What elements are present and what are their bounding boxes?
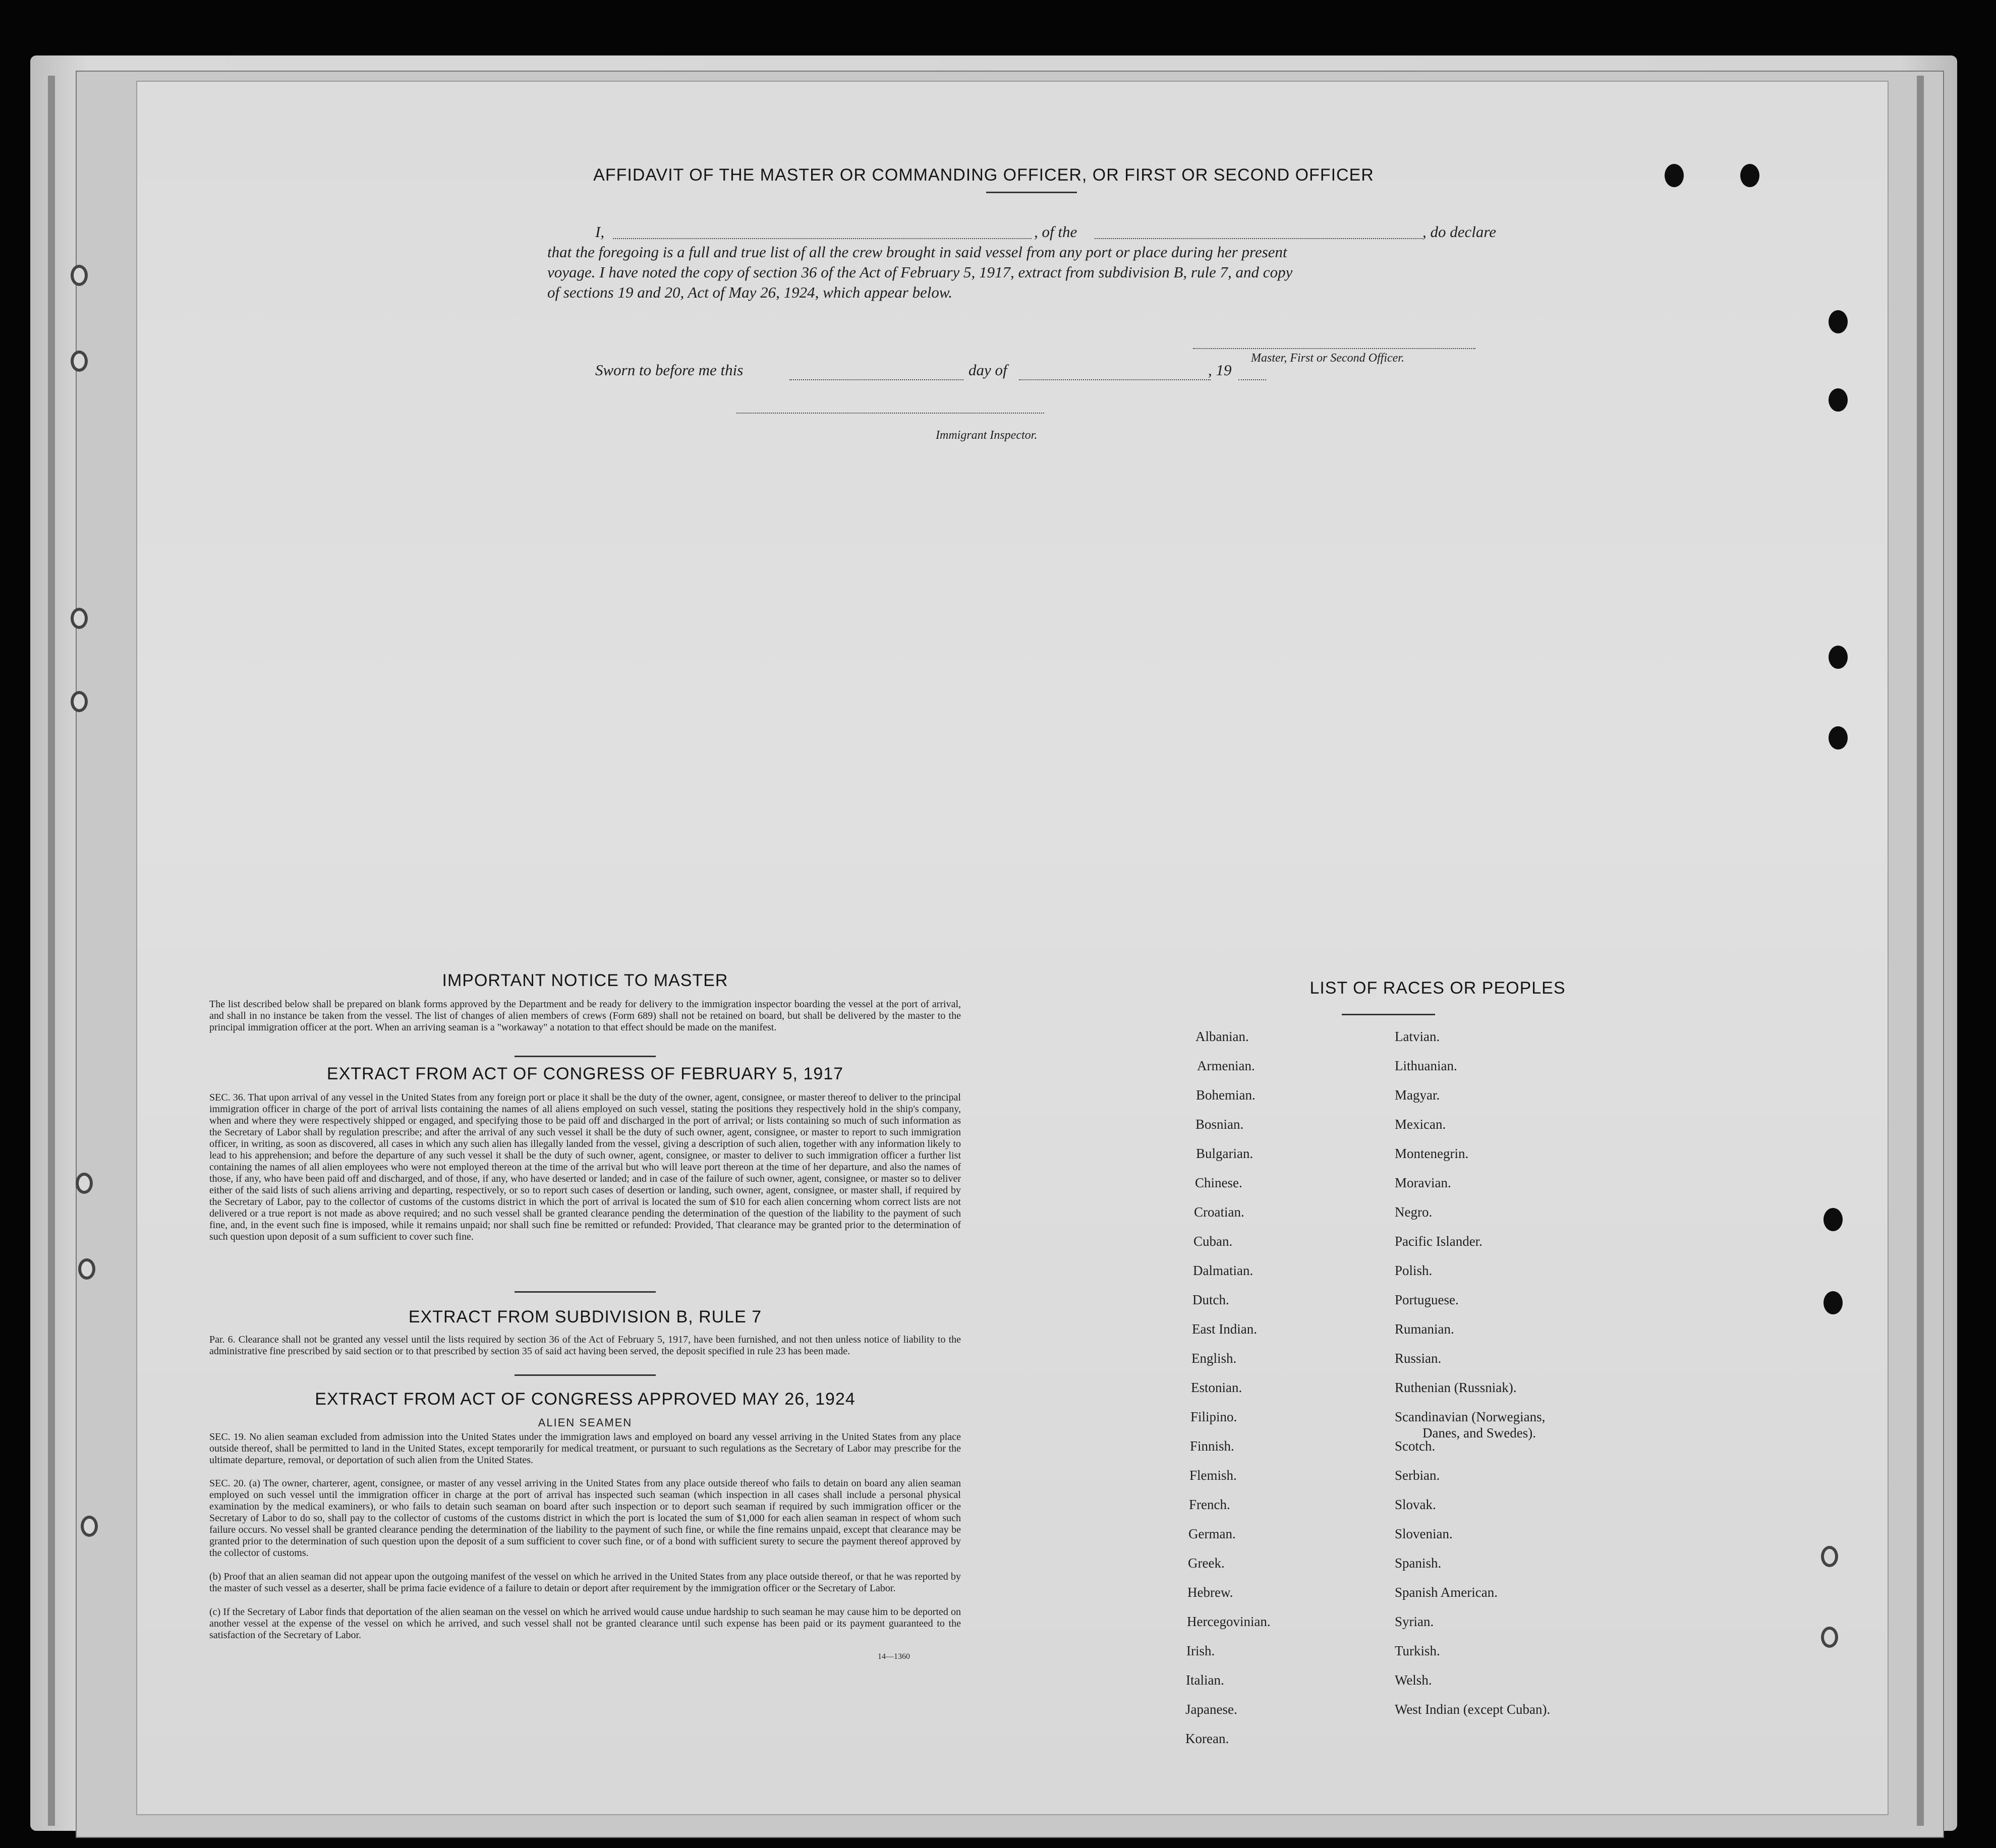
inspector-blank — [736, 413, 1044, 414]
extract-1924-title: EXTRACT FROM ACT OF CONGRESS APPROVED MAY 26, 1924 — [315, 1390, 856, 1409]
race-item: Portuguese. — [1395, 1292, 1459, 1307]
binder-hole — [78, 1258, 95, 1280]
binder-hole — [1823, 1291, 1843, 1314]
race-item: Welsh. — [1395, 1672, 1432, 1688]
race-item: Italian. — [1186, 1672, 1224, 1688]
races-title: LIST OF RACES OR PEOPLES — [1309, 978, 1566, 998]
race-item: Turkish. — [1395, 1643, 1440, 1658]
race-item: Mexican. — [1395, 1117, 1446, 1132]
divider — [515, 1056, 656, 1057]
declaration-text: voyage. I have noted the copy of section 36 of the Act of February 5, 1917, extract from subdivision B, rule 7, and copy — [547, 263, 1293, 281]
race-item: Bohemian. — [1196, 1087, 1256, 1103]
race-item: Chinese. — [1195, 1175, 1242, 1190]
race-item: Lithuanian. — [1395, 1058, 1457, 1073]
race-item: Armenian. — [1197, 1058, 1255, 1073]
declaration-i: I, — [595, 223, 605, 241]
divider — [986, 192, 1077, 193]
race-item: Korean. — [1185, 1731, 1229, 1746]
binder-hole — [81, 1516, 98, 1537]
sec20a-text: SEC. 20. (a) The owner, charterer, agent, consignee, or master of any vessel arriving in the United States from any place outside thereof who fails to detain on board any alien seaman employed on such vessel until the immigration officer in charge at the port of arrival has inspected such seaman (which inspection in all cases shall include a personal physical examination by the medical examiners), or who fails to detain such seaman on board after such inspection or to deport such seaman if required by such immigration officer or the Secretary of Labor to do so, shall pay to the collector of customs of the customs district in which the port is located the sum of $1,000 for each alien seaman in respect of whom such failure occurs. No vessel shall be granted clearance pending the determination of the liability to the payment of such fine, or while the fine remains unpaid, except that clearance may be granted prior to the determination of such question upon the deposit of a sum sufficient to cover such fine, or of a bond with sufficient surety to secure the payment thereof approved by the collector of customs. — [209, 1478, 961, 1558]
extract-rule7-text: Par. 6. Clearance shall not be granted any vessel until the lists required by section 36 of the Act of February 5, 1917, have been furnished, and not then unless notice of liability to the administrative fine prescribed by said section or to that prescribed by section 35 of said act having been served, the deposit specified in rule 23 has been made. — [209, 1334, 961, 1357]
race-item: Syrian. — [1395, 1614, 1434, 1629]
race-item: Flemish. — [1189, 1468, 1237, 1483]
binding-strip — [48, 76, 55, 1826]
race-item: Croatian. — [1194, 1204, 1244, 1220]
race-item: Hebrew. — [1187, 1585, 1233, 1600]
race-item: Albanian. — [1195, 1029, 1249, 1044]
race-item: Dutch. — [1192, 1292, 1229, 1307]
race-item: German. — [1188, 1526, 1236, 1541]
race-item: French. — [1189, 1497, 1230, 1512]
extract-1917-text: SEC. 36. That upon arrival of any vessel in the United States from any foreign port or place it shall be the duty of the owner, agent, consignee, or master thereof to deliver to the principal immigration officer in charge of the port of arrival lists containing the names of all aliens employed on such vessel, stating the positions they respectively hold in the ship's company, when and where they were respectively shipped or engaged, and specifying those to be paid off and discharged in the port of arrival; or lists containing so much of such information as the Secretary of Labor shall by regulation prescribe; and after the arrival of any such vessel it shall be the duty of such owner, agent, consignee, or master to report to such immigration officer, in writing, as soon as discovered, all cases in which any such alien has illegally landed from the vessel, giving a description of such alien, together with any information likely to lead to his apprehension; and before the departure of any such vessel it shall be the duty of such owner, agent, consignee, or master to deliver to such immigration officer a further list containing the names of all alien employees who were not employed thereon at the time of the arrival but who will leave port thereon at the time of her departure, and also the names of those, if any, who have been paid off and discharged, and of those, if any, who have deserted or landed; and in case of the failure of such owner, agent, consignee, or master so to deliver either of the said lists of such aliens arriving and departing, respectively, or so to report such cases of desertion or landing, such owner, agent, consignee, or master shall, if required by the Secretary of Labor, pay to the collector of customs of the customs district in which the port of arrival is located the sum of $10 for each alien concerning whom correct lists are not delivered or a true report is not made as above required; and no such vessel shall be granted clearance pending the determination of the question of the liability to the payment of such fine, and, in the event such fine is imposed, while it remains unpaid; nor shall such fine be remitted or refunded: Provided, That clearance may be granted prior to the determination of such question upon deposit of a sum sufficient to cover such fine. — [209, 1092, 961, 1242]
race-item: Finnish. — [1190, 1438, 1234, 1454]
race-item: Negro. — [1395, 1204, 1433, 1220]
month-blank — [1019, 379, 1211, 380]
binding-strip-right — [1917, 76, 1924, 1826]
divider — [515, 1291, 656, 1293]
sworn-label: Sworn to before me this — [595, 361, 744, 379]
sec20b-text: (b) Proof that an alien seaman did not appear upon the outgoing manifest of the vessel on which he arrived in the United States from any place outside thereof, or that he was reported by the master of such vessel as a deserter, shall be prima facie evidence of a failure to detain or deport after requirement by the immigration officer or the Secretary of Labor. — [209, 1571, 961, 1594]
race-item: Slovenian. — [1395, 1526, 1453, 1541]
race-item: Japanese. — [1185, 1702, 1237, 1717]
race-item: Latvian. — [1395, 1029, 1440, 1044]
binder-hole — [71, 351, 88, 372]
race-item: English. — [1191, 1351, 1237, 1366]
binder-hole — [1829, 646, 1848, 669]
day-blank — [789, 379, 963, 380]
race-item: Ruthenian (Russniak). — [1395, 1380, 1517, 1395]
divider — [515, 1374, 656, 1376]
race-item: Moravian. — [1395, 1175, 1451, 1190]
race-item: Pacific Islander. — [1395, 1234, 1482, 1249]
declaration-text: that the foregoing is a full and true list of all the crew brought in said vessel from any port or place during her present — [547, 243, 1287, 261]
race-item: Dalmatian. — [1193, 1263, 1253, 1278]
binder-hole — [1829, 388, 1848, 412]
race-item: Serbian. — [1395, 1468, 1440, 1483]
notice-title: IMPORTANT NOTICE TO MASTER — [442, 971, 728, 990]
alien-seamen-subtitle: ALIEN SEAMEN — [538, 1416, 633, 1429]
vessel-blank — [1095, 238, 1422, 239]
race-item: Spanish American. — [1395, 1585, 1498, 1600]
race-item: Bosnian. — [1195, 1117, 1244, 1132]
binder-hole — [71, 608, 88, 629]
binder-hole — [1821, 1546, 1838, 1567]
declaration-text: of sections 19 and 20, Act of May 26, 1924, which appear below. — [547, 283, 953, 301]
sec20c-text: (c) If the Secretary of Labor finds that deportation of the alien seaman on the vessel on which he arrived would cause undue hardship to such seaman he may cause him to be deported on another vessel at the expense of the vessel on which he arrived, and such vessel shall not be granted clearance until such expense has been paid or its payment guaranteed to the satisfaction of the Secretary of Labor. — [209, 1606, 961, 1641]
binder-hole — [1823, 1208, 1843, 1231]
race-item: Danes, and Swedes). — [1422, 1425, 1536, 1440]
race-item: Spanish. — [1395, 1555, 1442, 1571]
binder-hole — [1829, 726, 1848, 749]
race-item: Slovak. — [1395, 1497, 1436, 1512]
sec19-text: SEC. 19. No alien seaman excluded from admission into the United States under the immigration laws and employed on board any vessel arriving in the United States from any place outside thereof, shall be permitted to land in the United States, except temporarily for medical treatment, or pursuant to such regulations as the Secretary of Labor may prescribe for the ultimate departure, removal, or deportation of such alien from the United States. — [209, 1431, 961, 1466]
binder-hole — [1829, 310, 1848, 333]
declaration-of-the: , of the — [1034, 223, 1077, 241]
race-item: Greek. — [1188, 1555, 1225, 1571]
inspector-label: Immigrant Inspector. — [936, 429, 1038, 442]
declaration-do-declare: , do declare — [1422, 223, 1497, 241]
binder-hole — [1665, 164, 1684, 187]
extract-1917-title: EXTRACT FROM ACT OF CONGRESS OF FEBRUARY 5, 1917 — [326, 1064, 844, 1083]
extract-rule7-title: EXTRACT FROM SUBDIVISION B, RULE 7 — [408, 1307, 762, 1326]
affidavit-title: AFFIDAVIT OF THE MASTER OR COMMANDING OFFICER, OR FIRST OR SECOND OFFICER — [593, 165, 1374, 185]
form-number: 14—1360 — [878, 1652, 910, 1661]
notice-text: The list described below shall be prepared on blank forms approved by the Department and be ready for delivery to the immigration inspector boarding the vessel at the port of arrival, and shall in no instance be taken from the vessel. The list of changes of alien members of crews (Form 689) shall not be retained on board, but shall be delivered by the master to the principal immigration officer at the port. When an arriving seaman is a "workaway" a notation to that effect should be made on the manifest. — [209, 999, 961, 1033]
race-item: Polish. — [1395, 1263, 1433, 1278]
race-item: Irish. — [1186, 1643, 1215, 1658]
signature-label: Master, First or Second Officer. — [1251, 352, 1404, 365]
binder-hole — [71, 691, 88, 712]
binder-hole — [76, 1173, 93, 1194]
year-blank — [1238, 379, 1266, 380]
race-item: Filipino. — [1190, 1409, 1237, 1424]
race-item: Russian. — [1395, 1351, 1442, 1366]
race-item: Bulgarian. — [1196, 1146, 1253, 1161]
race-item: Scotch. — [1395, 1438, 1436, 1454]
race-item: Hercegovinian. — [1187, 1614, 1271, 1629]
race-item: Magyar. — [1395, 1087, 1440, 1103]
binder-hole — [71, 265, 88, 286]
binder-hole — [1740, 164, 1759, 187]
race-item: East Indian. — [1192, 1321, 1257, 1337]
race-item: Scandinavian (Norwegians, — [1395, 1409, 1546, 1424]
race-item: Estonian. — [1191, 1380, 1242, 1395]
year-label: , 19 — [1208, 361, 1232, 379]
race-item: Montenegrin. — [1395, 1146, 1469, 1161]
race-item: West Indian (except Cuban). — [1395, 1702, 1551, 1717]
name-blank — [613, 238, 1032, 239]
divider — [1342, 1014, 1435, 1015]
day-of-label: day of — [968, 361, 1007, 379]
race-item: Rumanian. — [1395, 1321, 1454, 1337]
race-item: Cuban. — [1193, 1234, 1233, 1249]
binder-hole — [1821, 1627, 1838, 1648]
